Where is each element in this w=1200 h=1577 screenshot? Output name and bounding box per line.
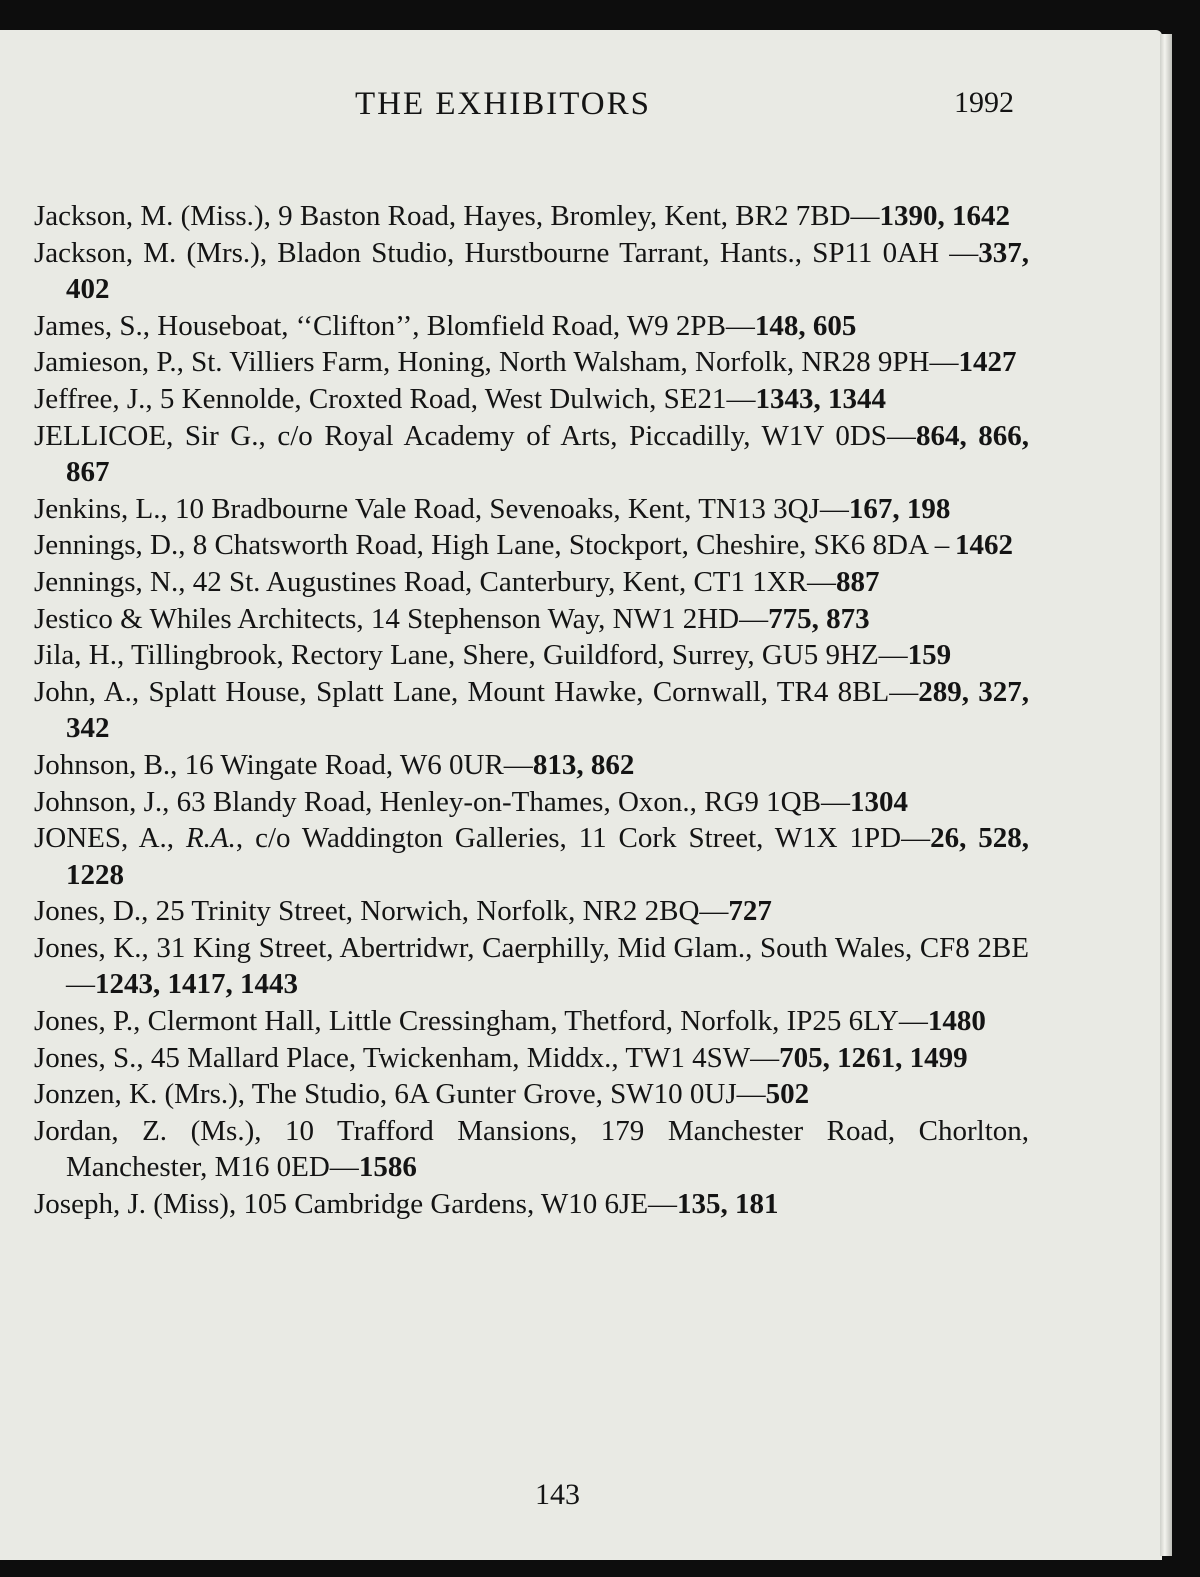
catalogue-year: 1992 xyxy=(954,86,1014,119)
exhibit-numbers: 289, 327, 342 xyxy=(66,675,1029,745)
exhibit-numbers: 159 xyxy=(907,639,952,672)
exhibitor-entry: JONES, A., R.A., c/o Waddington Galleries, 11 Cork Street, W1X 1PD—26, 528, 1228 xyxy=(34,822,1030,891)
exhibitor-entry: Jonzen, K. (Mrs.), The Studio, 6A Gunter Grove, SW10 0UJ—502 xyxy=(34,1078,810,1111)
exhibit-numbers: 337, 402 xyxy=(66,236,1029,306)
exhibit-numbers: 1304 xyxy=(849,785,908,818)
exhibit-numbers: 1462 xyxy=(955,529,1014,562)
exhibitor-entry: John, A., Splatt House, Splatt Lane, Mount Hawke, Cornwall, TR4 8BL—289, 327, 342 xyxy=(34,675,1029,745)
exhibitor-entry: Jordan, Z. (Ms.), 10 Trafford Mansions, 179 Manchester Road, Chorlton, Manchester, M16 0ED—1586 xyxy=(34,1114,1029,1184)
exhibit-numbers: 26, 528, 1228 xyxy=(66,822,1030,891)
exhibit-numbers: 705, 1261, 1499 xyxy=(779,1041,968,1074)
page-edge xyxy=(1160,34,1172,1556)
exhibitor-entry: Jestico & Whiles Architects, 14 Stephenson Way, NW1 2HD—775, 873 xyxy=(34,602,870,635)
exhibitor-entry: Jones, S., 45 Mallard Place, Twickenham, Middx., TW1 4SW—705, 1261, 1499 xyxy=(34,1041,968,1074)
exhibitor-entry: Johnson, J., 63 Blandy Road, Henley-on-Thames, Oxon., RG9 1QB—1304 xyxy=(34,785,908,818)
exhibitor-entry: Jackson, M. (Miss.), 9 Baston Road, Hayes, Bromley, Kent, BR2 7BD—1390, 1642 xyxy=(34,200,1011,232)
exhibitor-entry: Jenkins, L., 10 Bradbourne Vale Road, Sevenoaks, Kent, TN13 3QJ—167, 198 xyxy=(34,492,951,525)
exhibit-numbers: 887 xyxy=(836,565,880,598)
exhibitor-list xyxy=(34,198,1029,1223)
exhibit-numbers: 1343, 1344 xyxy=(755,382,886,415)
exhibitor-entry: Jones, D., 25 Trinity Street, Norwich, Norfolk, NR2 2BQ—727 xyxy=(34,895,772,928)
exhibit-numbers: 864, 866, 867 xyxy=(66,419,1030,489)
academician-suffix: R.A. xyxy=(185,822,236,855)
exhibit-numbers: 1586 xyxy=(358,1151,417,1184)
exhibitor-entry: James, S., Houseboat, ‘‘Clifton’’, Blomfield Road, W9 2PB—148, 605 xyxy=(34,309,857,342)
exhibitor-entry: Jeffree, J., 5 Kennolde, Croxted Road, West Dulwich, SE21—1343, 1344 xyxy=(34,382,886,415)
exhibitor-entry: Johnson, B., 16 Wingate Road, W6 0UR—813, 862 xyxy=(34,748,635,781)
exhibitor-entry: Joseph, J. (Miss), 105 Cambridge Gardens, W10 6JE—135, 181 xyxy=(34,1188,779,1221)
exhibit-numbers: 1243, 1417, 1443 xyxy=(95,968,298,1001)
exhibitor-entry: Jennings, D., 8 Chatsworth Road, High Lane, Stockport, Cheshire, SK6 8DA – 1462 xyxy=(34,529,1014,562)
page-number: 143 xyxy=(535,1478,580,1511)
exhibit-numbers: 502 xyxy=(765,1078,810,1111)
exhibitor-entry: JELLICOE, Sir G., c/o Royal Academy of Arts, Piccadilly, W1V 0DS—864, 866, 867 xyxy=(34,419,1030,489)
exhibitor-entry: Jamieson, P., St. Villiers Farm, Honing, North Walsham, Norfolk, NR28 9PH—1427 xyxy=(34,346,1017,379)
exhibit-numbers: 775, 873 xyxy=(768,602,870,635)
exhibit-numbers: 148, 605 xyxy=(754,309,857,342)
page-title: THE EXHIBITORS xyxy=(355,86,651,122)
exhibit-numbers: 135, 181 xyxy=(677,1188,779,1221)
exhibitor-entry: Jackson, M. (Mrs.), Bladon Studio, Hurstbourne Tarrant, Hants., SP11 0AH —337, 402 xyxy=(34,236,1029,306)
exhibit-numbers: 727 xyxy=(728,895,772,928)
exhibit-numbers: 1480 xyxy=(927,1005,986,1038)
exhibit-numbers: 167, 198 xyxy=(848,492,951,525)
exhibitor-entry: Jennings, N., 42 St. Augustines Road, Canterbury, Kent, CT1 1XR—887 xyxy=(34,565,880,598)
exhibit-numbers: 813, 862 xyxy=(532,748,635,781)
exhibitor-entry: Jones, P., Clermont Hall, Little Cressingham, Thetford, Norfolk, IP25 6LY—1480 xyxy=(34,1005,986,1038)
exhibit-numbers: 1427 xyxy=(958,346,1017,379)
exhibitor-entry: Jila, H., Tillingbrook, Rectory Lane, Shere, Guildford, Surrey, GU5 9HZ—159 xyxy=(34,639,952,672)
exhibit-numbers: 1390, 1642 xyxy=(879,200,1011,232)
exhibitor-entry: Jones, K., 31 King Street, Abertridwr, Caerphilly, Mid Glam., South Wales, CF8 2BE—1243, 1417, 1443 xyxy=(34,931,1029,1001)
